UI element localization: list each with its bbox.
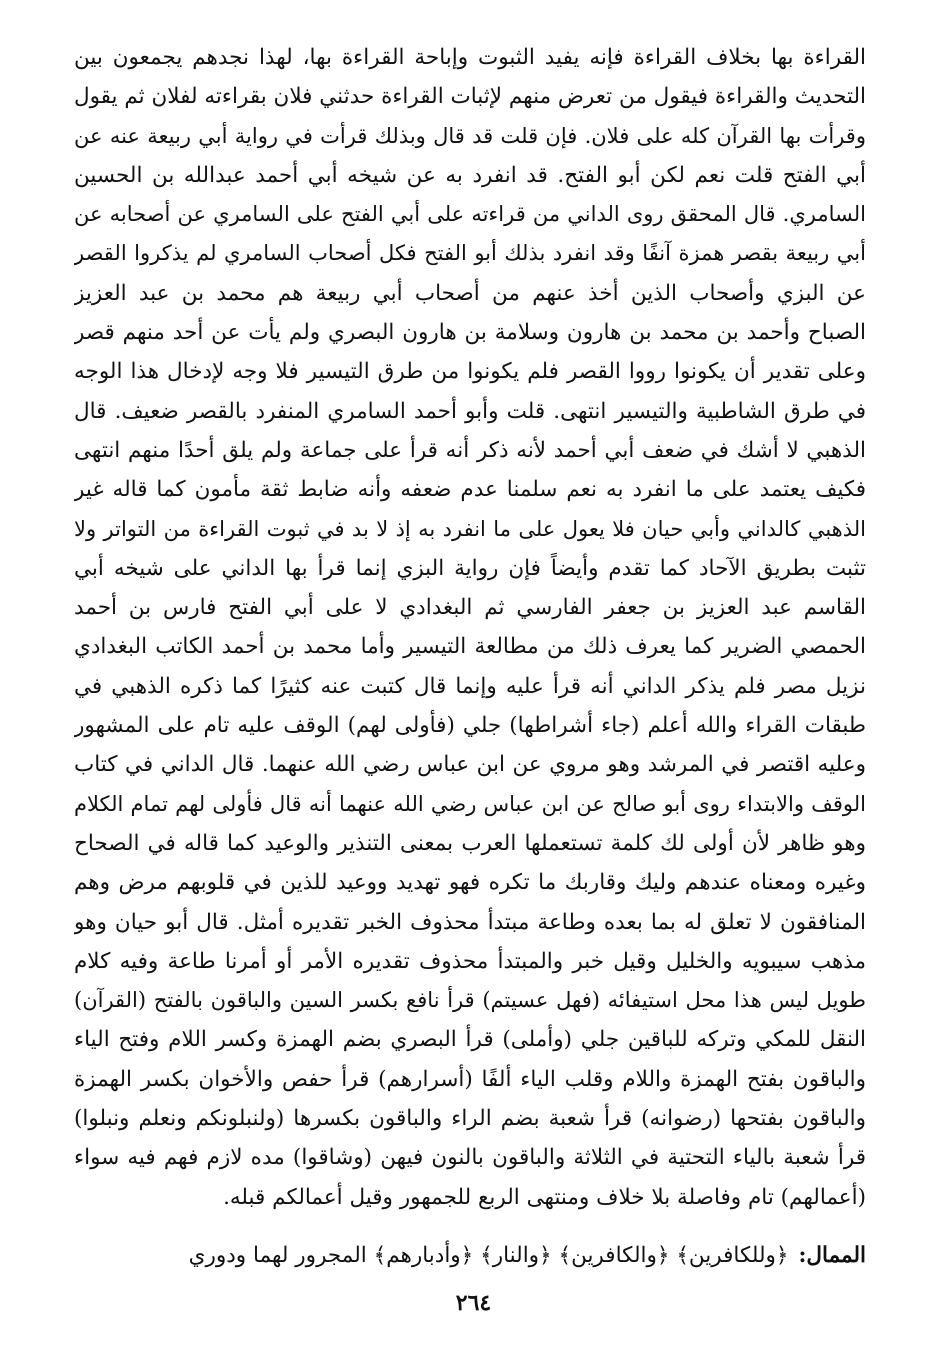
mumal-text: ﴿وللكافرين﴾ ﴿والكافرين﴾ ﴿والنار﴾ ﴿وأدبارهم﴾ المجرور لهما ودوري	[188, 1243, 789, 1268]
text-line: القراءة بها بخلاف القراءة فإنه يفيد الثبوت وإباحة القراءة بها، لهذا نجدهم يجمعون بين	[74, 45, 866, 70]
text-line: (أعمالهم) تام وفاصلة بلا خلاف ومنتهى الربع للجمهور وقيل أعمالكم قبله.	[223, 1184, 866, 1210]
text-line: طبقات القراء والله أعلم (جاء أشراطها) جلي (فأولى لهم) الوقف عليه تام على المشهور	[74, 713, 866, 739]
text-line: المنافقون لا تعلق له بما بعده وطاعة مبتدأ محذوف الخبر تقديره أمثل. قال أبو حيان وهو	[74, 909, 866, 935]
text-line: نزيل مصر فلم يذكر الداني أنه قرأ عليه وإنما قال كتبت عنه كثيرًا كما ذكره الذهبي في	[74, 673, 866, 699]
text-line: القاسم عبد العزيز بن جعفر الفارسي ثم البغدادي لا على أبي الفتح فارس بن أحمد	[74, 595, 866, 621]
text-line: الحمصي الضرير كما يعرف ذلك من مطالعة التيسير وأما محمد بن أحمد الكاتب البغدادي	[74, 634, 866, 660]
text-line: مذهب سيبويه والخليل وقيل خبر والمبتدأ محذوف تقديره الأمر أو أمرنا طاعة وفيه كلام	[74, 948, 866, 974]
mumal-label: الممال:	[798, 1243, 866, 1268]
text-line: وغيره ومعناه عندهم وليك وقاربك ما تكره فهو تهديد ووعيد للذين في قلوبهم مرض وهم	[74, 870, 866, 896]
main-text-block	[74, 38, 866, 1217]
text-line: الوقف والابتداء روى أبو صالح عن ابن عباس رضي الله عنهما أنه قال فأولى لهم تمام الكلام	[74, 791, 866, 816]
text-line: وهو ظاهر لأن أولى لك كلمة تستعملها العرب بمعنى التنذير والوعيد كما قاله في الصحاح	[74, 830, 866, 856]
text-line: في طرق الشاطبية والتيسير انتهى. قلت وأبو أحمد السامري المنفرد بالقصر ضعيف. قال	[74, 398, 866, 424]
text-line: أبي الفتح قلت نعم لكن أبو الفتح. قد انفرد به عن شيخه أبي أحمد عبدالله بن الحسين	[74, 162, 866, 188]
text-line: السامري. قال المحقق روى الداني من قراءته على أبي الفتح على السامري عن أصحابه عن	[74, 202, 866, 227]
text-line: الذهبي لا أشك في ضعف أبي أحمد لأنه ذكر أنه قرأ على جماعة ولم يلق أحدًا منهم انتهى	[74, 437, 866, 463]
text-line: وعليه اقتصر في المرشد وهو مروي عن ابن عباس رضي الله عنهما. قال الداني في كتاب	[74, 752, 866, 778]
text-line: الصباح وأحمد بن محمد بن هارون وسلامة بن هارون البصري ولم يأت عن أحد منهم قصر	[74, 320, 866, 346]
mumal-line	[74, 1236, 866, 1276]
text-line: التحديث والقراءة فيقول من تعرض منهم لإثبات القراءة حدثني فلان بقراءته لفلان ثم يقول	[74, 84, 866, 110]
text-line: تثبت بطريق الآحاد كما تقدم وأيضاً فإن رواية البزي إنما قرأ بها الداني على شيخه أبي	[74, 555, 866, 581]
text-line: فكيف يعتمد على ما انفرد به نعم سلمنا عدم ضعفه وأنه ضابط ثقة مأمون كما قاله غير	[74, 477, 866, 503]
text-line: أبي ربيعة بقصر همزة آنفًا وقد انفرد بذلك أبو الفتح فكل أصحاب السامري لم يذكروا القصر	[74, 241, 866, 266]
text-line: قرأ شعبة بالياء التحتية في الثلاثة والباقون بالنون فيهن (وشاقوا) مده لازم فهم فيه سواء	[74, 1145, 866, 1171]
text-line: وعلى تقدير أن يكونوا رووا القصر فلم يكونوا من طرق التيسير فلا وجه لإدخال هذا الوجه	[74, 359, 866, 385]
text-line: والباقون بفتحها (رضوانه) قرأ شعبة بضم الراء والباقون بكسرها (ولنبلونكم ونعلم ونبلوا)	[74, 1106, 866, 1132]
text-line: عن البزي وأصحاب الذين أخذ عنهم من أصحاب أبي ربيعة هم محمد بن عبد العزيز	[74, 280, 866, 306]
text-line: وقرأت بها القرآن كله على فلان. فإن قلت قد قال وبذلك قرأت في رواية أبي ربيعة عنه عن	[74, 123, 866, 148]
text-line: طويل ليس هذا محل استيفائه (فهل عسيتم) قرأ نافع بكسر السين والباقون بالفتح (القرآن)	[74, 988, 866, 1013]
text-line: الذهبي كالداني وأبي حيان فلا يعول على ما انفرد به إذ لا بد في ثبوت القراءة من التواتر ولا	[74, 516, 866, 541]
page-number: ٢٦٤	[455, 1290, 492, 1316]
text-line: والباقون بفتح الهمزة واللام وقلب الياء ألفًا (أسرارهم) قرأ حفص والأخوان بكسر الهمزة	[74, 1066, 866, 1092]
text-line: النقل للمكي وتركه للباقين جلي (وأملى) قرأ البصري بضم الهمزة وكسر اللام وفتح الياء	[74, 1027, 866, 1053]
